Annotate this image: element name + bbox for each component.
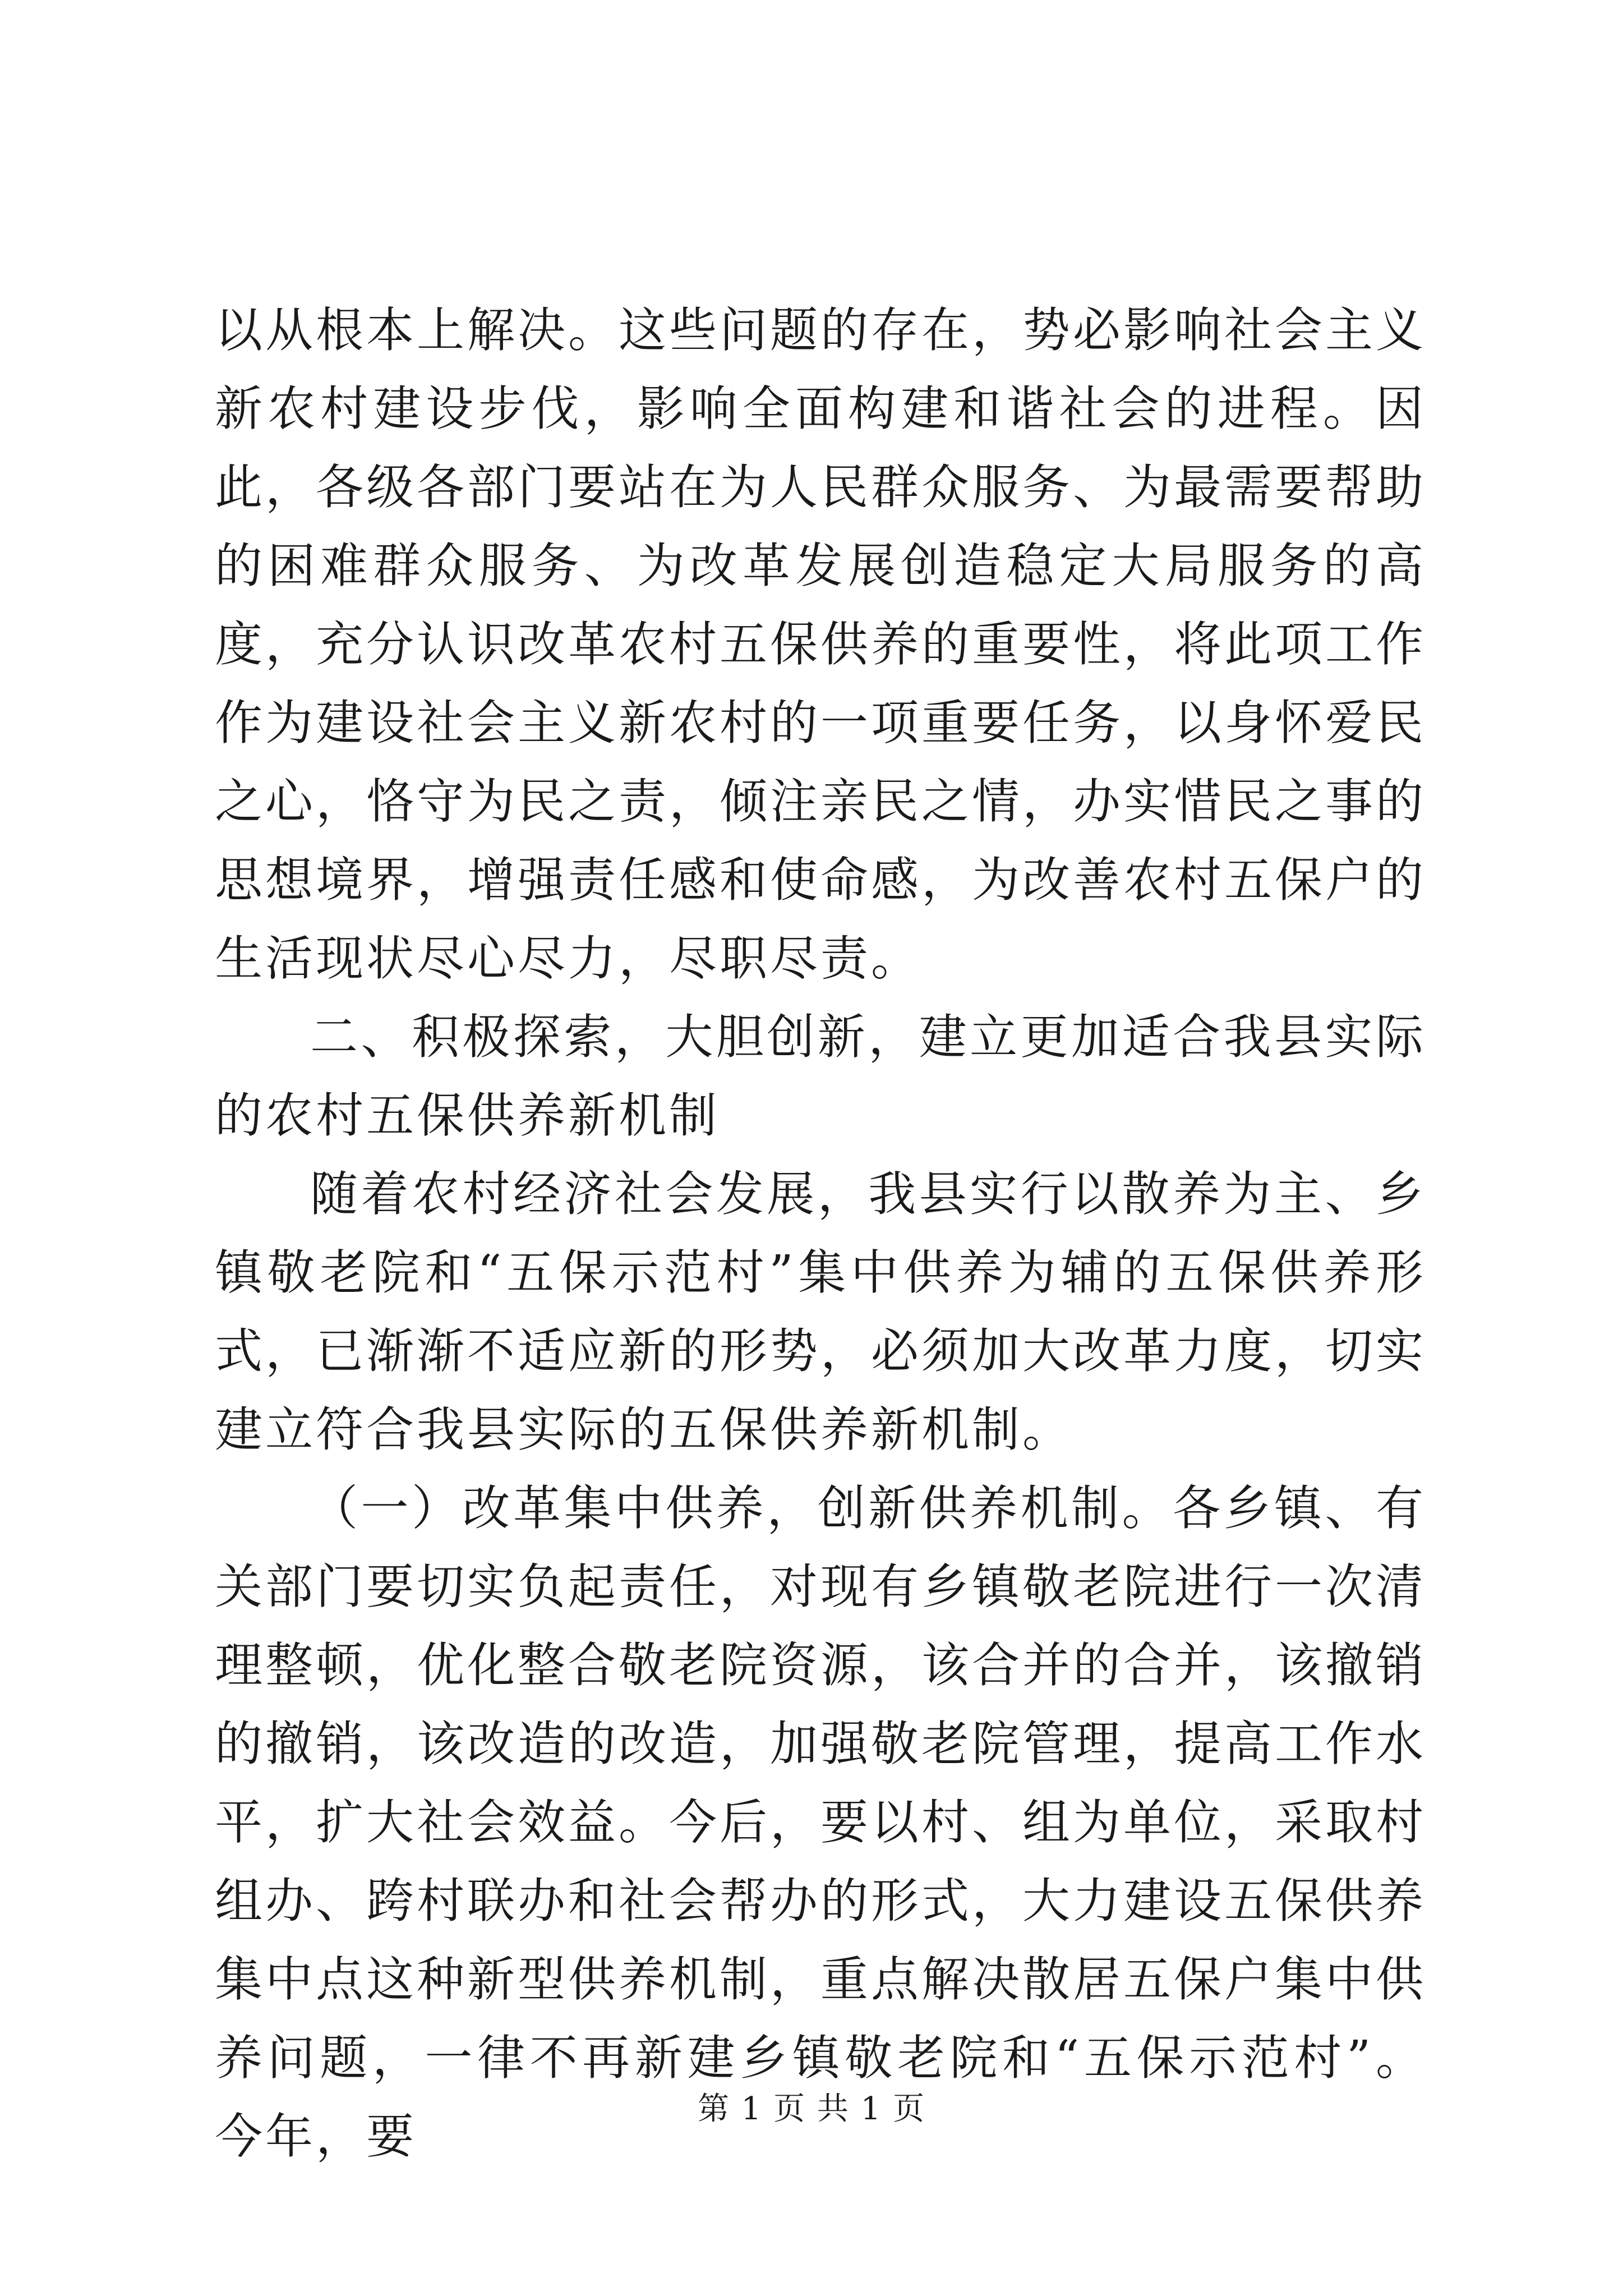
document-body: [215, 292, 1426, 2177]
section-heading-2: 二、积极探索，大胆创新，建立更加适合我县实际的农村五保供养新机制: [215, 1010, 1426, 1144]
paragraph-4: （一）改革集中供养，创新供养机制。各乡镇、有关部门要切实负起责任，对现有乡镇敬老院进行一次清理整顿，优化整合敬老院资源，该合并的合并，该撤销的撤销，该改造的改造，加强敬老院管理，提高工作水平，扩大社会效益。今后，要以村、组为单位，采取村组办、跨村联办和社会帮办的形式，大力建设五保供养集中点这种新型供养机制，重点解决散居五保户集中供养问题，一律不再新建乡镇敬老院和“五保示范村”。今年，要: [215, 1481, 1427, 2165]
paragraph-1: 以从根本上解决。这些问题的存在，势必影响社会主义新农村建设步伐，影响全面构建和谐社会的进程。因此，各级各部门要站在为人民群众服务、为最需要帮助的困难群众服务、为改革发展创造稳定大局服务的高度，充分认识改革农村五保供养的重要性，将此项工作作为建设社会主义新农村的一项重要任务，以身怀爱民之心，恪守为民之责，倾注亲民之情，办实惜民之事的思想境界，增强责任感和使命感，为改善农村五保户的生活现状尽心尽力，尽职尽责。: [215, 303, 1427, 987]
paragraph-3: 随着农村经济社会发展，我县实行以散养为主、乡镇敬老院和“五保示范村”集中供养为辅的五保供养形式，已渐渐不适应新的形势，必须加大改革力度，切实建立符合我县实际的五保供养新机制。: [215, 1167, 1427, 1458]
page-number-footer: 第 1 页 共 1 页: [697, 2091, 926, 2127]
